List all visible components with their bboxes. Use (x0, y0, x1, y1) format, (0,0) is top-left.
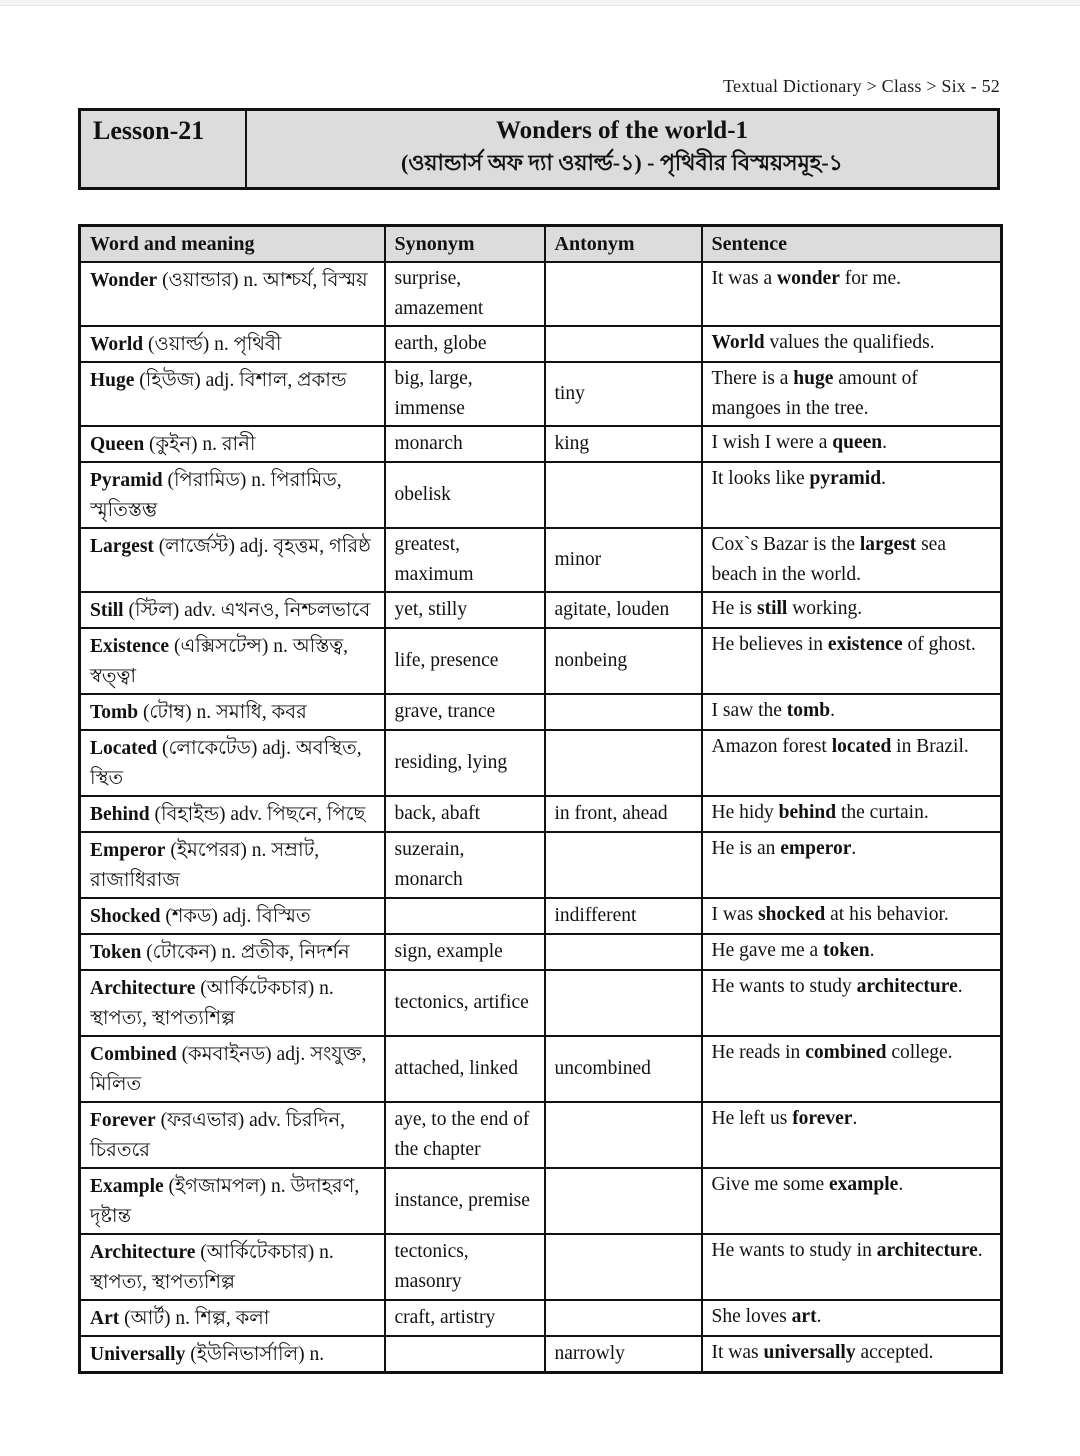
sentence-cell: Cox`s Bazar is the largest sea beach in the world. (702, 528, 1002, 592)
word-cell: Combined (কমবাইনড) adj. সংযুক্ত, মিলিত (80, 1036, 385, 1102)
antonym-cell (545, 970, 702, 1036)
antonym-cell: uncombined (545, 1036, 702, 1102)
table-row (80, 1336, 1002, 1373)
breadcrumb: Textual Dictionary > Class > Six - 52 (723, 76, 1000, 96)
sentence-cell: He is an emperor. (702, 832, 1002, 898)
synonym-cell (385, 1336, 545, 1373)
synonym-cell: residing, lying (385, 730, 545, 796)
sentence-cell: He believes in existence of ghost. (702, 628, 1002, 694)
synonym-cell: suzerain, monarch (385, 832, 545, 898)
antonym-cell (545, 832, 702, 898)
dictionary-table (78, 224, 1003, 1374)
table-row (80, 628, 1002, 694)
table-row (80, 1036, 1002, 1102)
synonym-cell (385, 898, 545, 934)
synonym-cell: greatest, maximum (385, 528, 545, 592)
word-cell: World (ওয়ার্ল্ড) n. পৃথিবী (80, 326, 385, 362)
antonym-cell (545, 694, 702, 730)
sentence-cell: I saw the tomb. (702, 694, 1002, 730)
lesson-title: Wonders of the world-1 (495, 117, 749, 144)
word-cell: Largest (লার্জেস্ট) adj. বৃহত্তম, গরিষ্ঠ (80, 528, 385, 592)
lesson-number-label: Lesson-21 (81, 111, 247, 187)
sentence-cell: It looks like pyramid. (702, 462, 1002, 528)
antonym-cell (545, 1300, 702, 1336)
column-header-synonym: Synonym (385, 226, 545, 263)
sentence-cell: I was shocked at his behavior. (702, 898, 1002, 934)
word-cell: Example (ইগজামপল) n. উদাহরণ, দৃষ্টান্ত (80, 1168, 385, 1234)
table-header-row (80, 226, 1002, 263)
synonym-cell: tectonics, masonry (385, 1234, 545, 1300)
antonym-cell: king (545, 426, 702, 462)
word-cell: Shocked (শকড) adj. বিস্মিত (80, 898, 385, 934)
antonym-cell (545, 934, 702, 970)
sentence-cell: He wants to study in architecture. (702, 1234, 1002, 1300)
word-cell: Emperor (ইমপেরর) n. সম্রাট, রাজাধিরাজ (80, 832, 385, 898)
synonym-cell: sign, example (385, 934, 545, 970)
word-cell: Queen (কুইন) n. রানী (80, 426, 385, 462)
word-cell: Art (আর্ট) n. শিল্প, কলা (80, 1300, 385, 1336)
synonym-cell: instance, premise (385, 1168, 545, 1234)
table-row (80, 1300, 1002, 1336)
page-top-strip (0, 0, 1080, 6)
column-header-antonym: Antonym (545, 226, 702, 263)
lesson-title-cell (247, 111, 997, 187)
antonym-cell: minor (545, 528, 702, 592)
word-cell: Architecture (আর্কিটেকচার) n. স্থাপত্য, স্থাপত্যশিল্প (80, 970, 385, 1036)
sentence-cell: There is a huge amount of mangoes in the tree. (702, 362, 1002, 426)
table-row (80, 426, 1002, 462)
word-cell: Pyramid (পিরামিড) n. পিরামিড, স্মৃতিস্তম্ভ (80, 462, 385, 528)
table-row (80, 796, 1002, 832)
antonym-cell (545, 1102, 702, 1168)
antonym-cell: narrowly (545, 1336, 702, 1373)
word-cell: Located (লোকেটেড) adj. অবস্থিত, স্থিত (80, 730, 385, 796)
word-cell: Wonder (ওয়ান্ডার) n. আশ্চর্য, বিস্ময় (80, 262, 385, 326)
synonym-cell: monarch (385, 426, 545, 462)
column-header-word: Word and meaning (80, 226, 385, 263)
antonym-cell (545, 730, 702, 796)
table-row (80, 1102, 1002, 1168)
lesson-banner (78, 108, 1000, 190)
word-cell: Existence (এক্সিসটেন্স) n. অস্তিত্ব, স্বত্ত্বা (80, 628, 385, 694)
synonym-cell: obelisk (385, 462, 545, 528)
word-cell: Token (টোকেন) n. প্রতীক, নিদর্শন (80, 934, 385, 970)
antonym-cell (545, 326, 702, 362)
synonym-cell: life, presence (385, 628, 545, 694)
synonym-cell: aye, to the end of the chapter (385, 1102, 545, 1168)
antonym-cell: indifferent (545, 898, 702, 934)
table-row (80, 694, 1002, 730)
sentence-cell: He hidy behind the curtain. (702, 796, 1002, 832)
antonym-cell: nonbeing (545, 628, 702, 694)
antonym-cell: tiny (545, 362, 702, 426)
sentence-cell: World values the qualifieds. (702, 326, 1002, 362)
antonym-cell (545, 1168, 702, 1234)
table-row (80, 832, 1002, 898)
synonym-cell: yet, stilly (385, 592, 545, 628)
document-page (78, 76, 1000, 1374)
sentence-cell: Amazon forest located in Brazil. (702, 730, 1002, 796)
dictionary-table-body (80, 262, 1002, 1373)
table-row (80, 1234, 1002, 1300)
synonym-cell: tectonics, artifice (385, 970, 545, 1036)
synonym-cell: grave, trance (385, 694, 545, 730)
antonym-cell: agitate, louden (545, 592, 702, 628)
sentence-cell: Give me some example. (702, 1168, 1002, 1234)
antonym-cell: in front, ahead (545, 796, 702, 832)
table-row (80, 898, 1002, 934)
table-row (80, 528, 1002, 592)
word-cell: Universally (ইউনিভার্সালি) n. (80, 1336, 385, 1373)
table-row (80, 934, 1002, 970)
word-cell: Tomb (টোম্ব) n. সমাধি, কবর (80, 694, 385, 730)
word-cell: Behind (বিহাইন্ড) adv. পিছনে, পিছে (80, 796, 385, 832)
antonym-cell (545, 262, 702, 326)
word-cell: Forever (ফরএভার) adv. চিরদিন, চিরতরে (80, 1102, 385, 1168)
sentence-cell: He gave me a token. (702, 934, 1002, 970)
column-header-sentence: Sentence (702, 226, 1002, 263)
table-row (80, 326, 1002, 362)
table-row (80, 1168, 1002, 1234)
sentence-cell: She loves art. (702, 1300, 1002, 1336)
table-row (80, 970, 1002, 1036)
word-cell: Still (স্টিল) adv. এখনও, নিশ্চলভাবে (80, 592, 385, 628)
synonym-cell: surprise, amazement (385, 262, 545, 326)
word-cell: Architecture (আর্কিটেকচার) n. স্থাপত্য, স্থাপত্যশিল্প (80, 1234, 385, 1300)
antonym-cell (545, 1234, 702, 1300)
lesson-subtitle: (ওয়ান্ডার্স অফ দ্যা ওয়ার্ল্ড-১) - পৃথিবীর বিস্ময়সমূহ-১ (401, 150, 843, 175)
sentence-cell: It was a wonder for me. (702, 262, 1002, 326)
synonym-cell: back, abaft (385, 796, 545, 832)
synonym-cell: big, large, immense (385, 362, 545, 426)
sentence-cell: He left us forever. (702, 1102, 1002, 1168)
sentence-cell: He is still working. (702, 592, 1002, 628)
sentence-cell: I wish I were a queen. (702, 426, 1002, 462)
synonym-cell: attached, linked (385, 1036, 545, 1102)
synonym-cell: earth, globe (385, 326, 545, 362)
table-row (80, 592, 1002, 628)
table-row (80, 362, 1002, 426)
word-cell: Huge (হিউজ) adj. বিশাল, প্রকান্ড (80, 362, 385, 426)
synonym-cell: craft, artistry (385, 1300, 545, 1336)
sentence-cell: He reads in combined college. (702, 1036, 1002, 1102)
table-row (80, 262, 1002, 326)
table-row (80, 730, 1002, 796)
sentence-cell: It was universally accepted. (702, 1336, 1002, 1373)
antonym-cell (545, 462, 702, 528)
sentence-cell: He wants to study architecture. (702, 970, 1002, 1036)
table-row (80, 462, 1002, 528)
